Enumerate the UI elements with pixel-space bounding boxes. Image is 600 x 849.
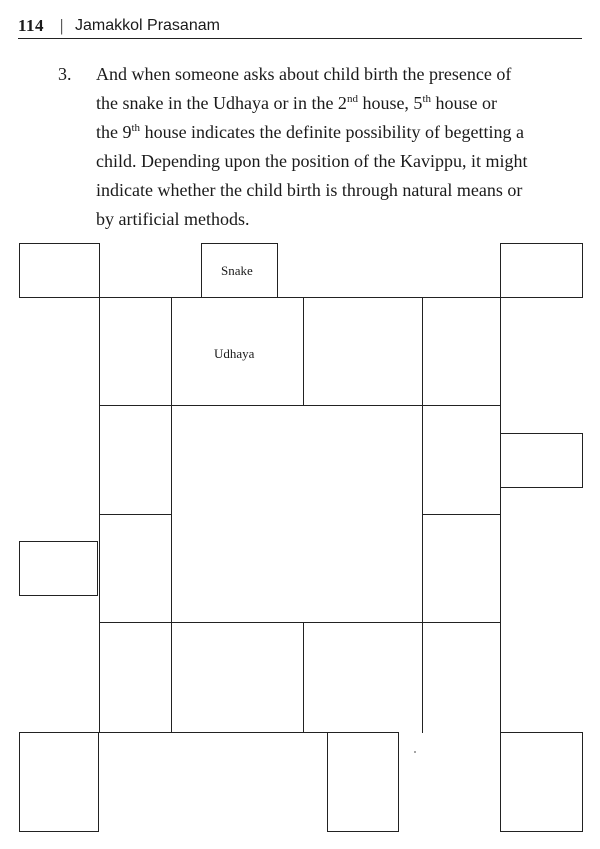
outer-box-bottom-right — [500, 732, 583, 832]
grid-row-line-1 — [99, 405, 501, 406]
book-title: Jamakkol Prasanam — [75, 17, 220, 34]
outer-box-top-left — [19, 243, 100, 298]
outer-box-bottom-left — [19, 732, 99, 832]
snake-label: Snake — [221, 263, 253, 278]
header-rule — [18, 38, 582, 39]
outer-box-bottom-middle — [327, 732, 399, 832]
grid-right-edge — [500, 297, 501, 733]
line-4-text: child. Depending upon the position of the Kavippu, it might — [96, 151, 528, 171]
bottom-extension-line — [99, 732, 328, 733]
line-6-text: by artificial methods. — [96, 209, 250, 229]
outer-box-left — [19, 541, 98, 596]
item-paragraph — [96, 60, 586, 234]
outer-box-top-right — [500, 243, 583, 298]
superscript-th: th — [422, 93, 431, 105]
line-3-text-b: house indicates the definite possibility of begetting a — [140, 122, 524, 142]
grid-inner-right — [422, 297, 423, 733]
grid-inner-left — [171, 297, 172, 733]
grid-left-edge — [99, 297, 100, 733]
outer-box-right — [500, 433, 583, 488]
top-extension-line — [99, 297, 501, 298]
superscript-nd: nd — [346, 93, 358, 105]
grid-row-line-2-left — [99, 514, 172, 515]
grid-middle-bottom — [303, 623, 304, 733]
grid-middle-top — [303, 297, 304, 406]
line-2-text-a: the snake in the Udhaya or in the 2 — [96, 93, 347, 113]
print-speck — [414, 751, 416, 753]
line-2-text-c: house or — [431, 93, 497, 113]
line-5-text: indicate whether the child birth is through natural means or — [96, 180, 523, 200]
page-number: 114 — [18, 16, 45, 35]
item-number: 3. — [58, 64, 72, 84]
grid-row-line-2-right — [422, 514, 501, 515]
udhaya-label: Udhaya — [214, 346, 255, 361]
line-3-text-a: the 9 — [96, 122, 132, 142]
grid-row-line-3 — [99, 622, 501, 623]
superscript-th-2: th — [131, 122, 141, 134]
line-1-text: And when someone asks about child birth the presence of — [96, 64, 512, 84]
header-separator: | — [60, 16, 64, 35]
line-2-text-b: house, 5 — [357, 93, 423, 113]
running-header — [18, 16, 582, 38]
